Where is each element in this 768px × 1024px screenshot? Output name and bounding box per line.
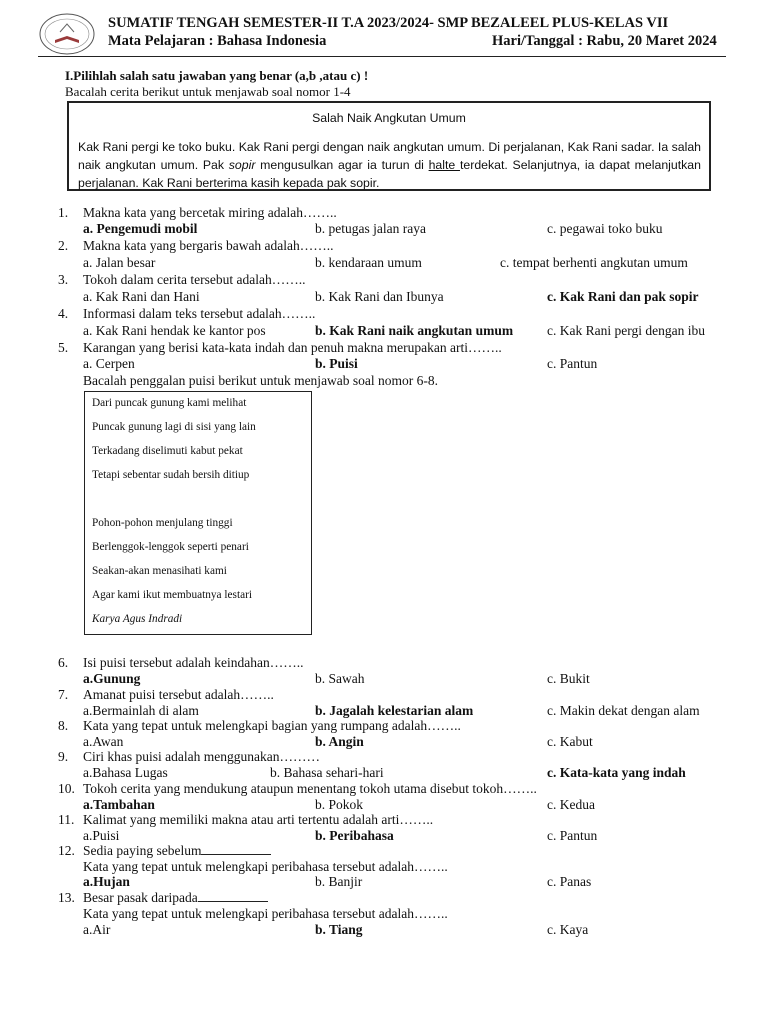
option-b[interactable]: b. Puisi: [315, 356, 358, 371]
school-logo: [38, 12, 96, 56]
option-a[interactable]: a. Kak Rani dan Hani: [83, 289, 200, 304]
options-5: [0, 356, 768, 373]
option-c[interactable]: c. Panas: [547, 874, 592, 889]
question-13-followup: Kata yang tepat untuk melengkapi peribahasa tersebut adalah……..: [83, 906, 448, 921]
poem-line: Puncak gunung lagi di sisi yang lain: [92, 421, 256, 433]
question-12: 12. Sedia paying sebelum: [0, 843, 768, 860]
option-a[interactable]: a. Cerpen: [83, 356, 135, 371]
option-c[interactable]: c. Kedua: [547, 797, 595, 812]
poem-line: Terkadang diselimuti kabut pekat: [92, 445, 243, 457]
question-7: 7. Amanat puisi tersebut adalah……..: [58, 687, 274, 702]
instruction: I.Pilihlah salah satu jawaban yang benar (a,b ,atau c) !: [65, 68, 369, 83]
option-a[interactable]: a.Awan: [83, 734, 124, 749]
question-4: 4. Informasi dalam teks tersebut adalah……..: [58, 306, 316, 321]
story-text: Kak Rani pergi ke toko buku. Kak Rani pergi dengan naik angkutan umum. Di perjalanan, Kak Rani sadar. Ia salah naik angkutan umum. Pak sopir mengusulkan agar ia turun di halte terdekat. Selanjutnya, ia dapat melanjutkan perjalanan. Kak Rani berterima kasih kepada pak sopir.: [78, 140, 701, 190]
italic-word: sopir: [228, 158, 256, 172]
question-5: 5. Karangan yang berisi kata-kata indah dan penuh makna merupakan arti……..: [58, 340, 502, 355]
option-a[interactable]: a. Pengemudi mobil: [83, 221, 198, 236]
option-a[interactable]: a.Gunung: [83, 671, 141, 686]
option-c[interactable]: c. Pantun: [547, 828, 598, 843]
option-b[interactable]: b. Tiang: [315, 922, 363, 937]
options-13: [0, 922, 768, 939]
header-divider: [38, 56, 726, 57]
option-b[interactable]: b. Kak Rani naik angkutan umum: [315, 323, 514, 338]
fill-in-blank[interactable]: [201, 843, 271, 855]
exam-title: SUMATIF TENGAH SEMESTER-II T.A 2023/2024- SMP BEZALEEL PLUS-KELAS VII: [108, 15, 669, 31]
option-c[interactable]: c. Bukit: [547, 671, 590, 686]
question-2: 2. Makna kata yang bergaris bawah adalah……..: [58, 238, 334, 253]
poem-box: [84, 391, 312, 635]
option-a[interactable]: a.Bahasa Lugas: [83, 765, 168, 780]
underlined-word: halte: [428, 158, 460, 172]
option-c[interactable]: c. Kak Rani pergi dengan ibu: [547, 323, 705, 338]
question-3: 3. Tokoh dalam cerita tersebut adalah……..: [58, 272, 306, 287]
option-a[interactable]: a.Puisi: [83, 828, 120, 843]
options-3: [0, 289, 768, 306]
question-8: 8. Kata yang tepat untuk melengkapi bagian yang rumpang adalah……..: [58, 718, 461, 733]
option-c[interactable]: c. Kak Rani dan pak sopir: [547, 289, 699, 304]
poem-intro: Bacalah penggalan puisi berikut untuk menjawab soal nomor 6-8.: [83, 373, 439, 388]
option-b[interactable]: b. Jagalah kelestarian alam: [315, 703, 474, 718]
option-b[interactable]: b. Pokok: [315, 797, 364, 812]
story-intro: Bacalah cerita berikut untuk menjawab soal nomor 1-4: [65, 84, 351, 99]
poem-line: Seakan-akan menasihati kami: [92, 565, 227, 577]
option-c[interactable]: c. Kaya: [547, 922, 589, 937]
question-11: 11. Kalimat yang memiliki makna atau arti tertentu adalah arti……..: [58, 812, 434, 827]
question-6: 6. Isi puisi tersebut adalah keindahan……..: [58, 655, 304, 670]
poem-line: Berlenggok-lenggok seperti penari: [92, 541, 249, 553]
question-10: 10. Tokoh cerita yang mendukung ataupun menentang tokoh utama disebut tokoh……..: [58, 781, 537, 796]
option-b[interactable]: b. Peribahasa: [315, 828, 394, 843]
option-a[interactable]: a.Tambahan: [83, 797, 155, 812]
poem-line: Dari puncak gunung kami melihat: [92, 397, 247, 409]
options-1: [0, 221, 768, 238]
options-6: [0, 671, 768, 688]
option-b[interactable]: b. Kak Rani dan Ibunya: [315, 289, 444, 304]
option-c[interactable]: c. pegawai toko buku: [547, 221, 663, 236]
question-9: 9. Ciri khas puisi adalah menggunakan………: [58, 749, 320, 764]
story-box: [67, 101, 711, 191]
options-12: [0, 874, 768, 891]
question-13: 13. Besar pasak daripada: [0, 890, 768, 907]
option-c[interactable]: c. Pantun: [547, 356, 598, 371]
poem-line: Pohon-pohon menjulang tinggi: [92, 517, 233, 529]
option-b[interactable]: b. Angin: [315, 734, 364, 749]
story-title: Salah Naik Angkutan Umum: [312, 111, 466, 125]
exam-date: Hari/Tanggal : Rabu, 20 Maret 2024: [492, 33, 717, 49]
question-12-followup: Kata yang tepat untuk melengkapi peribahasa tersebut adalah……..: [83, 859, 448, 874]
question-1: 1. Makna kata yang bercetak miring adalah……..: [58, 205, 337, 220]
options-4: [0, 323, 768, 340]
option-b[interactable]: b. kendaraan umum: [315, 255, 422, 270]
option-b[interactable]: b. Banjir: [315, 874, 363, 889]
option-b[interactable]: b. Sawah: [315, 671, 365, 686]
option-a[interactable]: a. Jalan besar: [83, 255, 156, 270]
option-c[interactable]: c. Kata-kata yang indah: [547, 765, 686, 780]
poem-line: Tetapi sebentar sudah bersih ditiup: [92, 469, 250, 481]
option-a[interactable]: a.Bermainlah di alam: [83, 703, 199, 718]
option-b[interactable]: b. Bahasa sehari-hari: [270, 765, 384, 780]
option-a[interactable]: a. Kak Rani hendak ke kantor pos: [83, 323, 266, 338]
option-b[interactable]: b. petugas jalan raya: [315, 221, 426, 236]
option-c[interactable]: c. Makin dekat dengan alam: [547, 703, 700, 718]
fill-in-blank[interactable]: [198, 890, 268, 902]
options-9: [0, 765, 768, 782]
option-c[interactable]: c. Kabut: [547, 734, 593, 749]
subject-label: Mata Pelajaran : Bahasa Indonesia: [108, 33, 327, 49]
poem-line: Agar kami ikut membuatnya lestari: [92, 589, 252, 601]
option-a[interactable]: a.Air: [83, 922, 111, 937]
poem-author: Karya Agus Indradi: [92, 613, 183, 625]
option-a[interactable]: a.Hujan: [83, 874, 130, 889]
options-2: [0, 255, 768, 272]
option-c[interactable]: c. tempat berhenti angkutan umum: [500, 255, 688, 270]
